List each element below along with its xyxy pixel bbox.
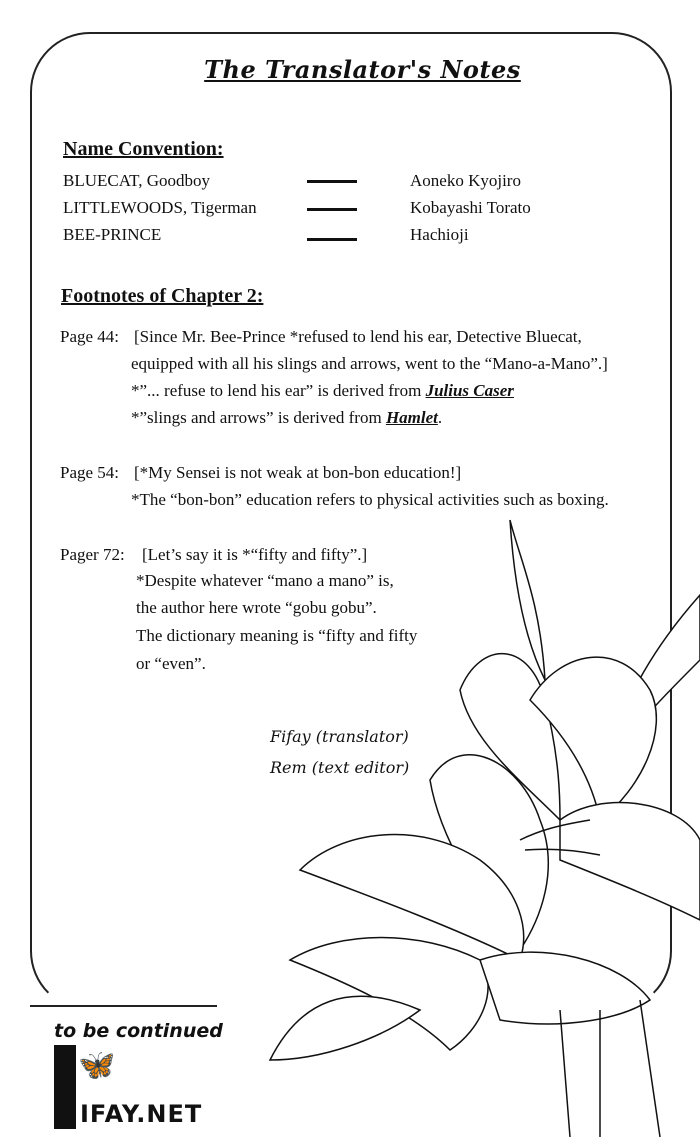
- credit-editor: Rem (text editor): [270, 758, 410, 777]
- footnote-line: [Let’s say it is *“fifty and fifty”.]: [142, 545, 368, 564]
- footnote-text: *”... refuse to lend his ear” is derived from: [131, 381, 426, 400]
- footnote-line: *The “bon-bon” education refers to physical activities such as boxing.: [131, 490, 609, 509]
- name-japanese: Kobayashi Torato: [410, 198, 531, 217]
- footnote-line: equipped with all his slings and arrows, went to the “Mano-a-Mano”.]: [131, 354, 608, 373]
- name-english: LITTLEWOODS, Tigerman: [63, 198, 257, 217]
- frame-bottom-edge: [30, 1005, 217, 1007]
- footnote-line: the author here wrote “gobu gobu”.: [136, 598, 377, 617]
- work-title: Julius Caser: [425, 381, 514, 400]
- name-english: BLUECAT, Goodboy: [63, 171, 211, 190]
- footnote-text: .: [437, 408, 443, 427]
- page-title: The Translator's Notes: [204, 55, 521, 84]
- footnote-line: The dictionary meaning is “fifty and fifty: [136, 626, 418, 645]
- footnote-line: or “even”.: [136, 654, 206, 673]
- credit-translator: Fifay (translator): [270, 727, 409, 746]
- footnote-line: [Since Mr. Bee-Prince *refused to lend his ear, Detective Bluecat,: [134, 327, 582, 346]
- footnote-text: *”slings and arrows” is derived from: [131, 408, 386, 427]
- site-logo: IFAY.NET: [80, 1100, 203, 1128]
- to-be-continued: to be continued: [54, 1020, 223, 1042]
- work-title: Hamlet: [385, 408, 438, 427]
- name-english: BEE-PRINCE: [63, 225, 162, 244]
- name-japanese: Hachioji: [410, 225, 469, 244]
- logo-butterfly-f-icon: [54, 1045, 76, 1129]
- butterfly-icon: 🦋: [78, 1049, 116, 1082]
- footnote-line: [*My Sensei is not weak at bon-bon education!]: [134, 463, 462, 482]
- name-japanese: Aoneko Kyojiro: [410, 171, 521, 190]
- name-convention-heading: Name Convention:: [63, 138, 224, 160]
- footnote-page-label: Page 54:: [60, 463, 120, 482]
- footnote-page-label: Page 44:: [60, 327, 120, 346]
- footnotes-heading: Footnotes of Chapter 2:: [61, 285, 264, 307]
- footnote-line: *Despite whatever “mano a mano” is,: [136, 571, 394, 590]
- footnote-page-label: Pager 72:: [60, 545, 125, 564]
